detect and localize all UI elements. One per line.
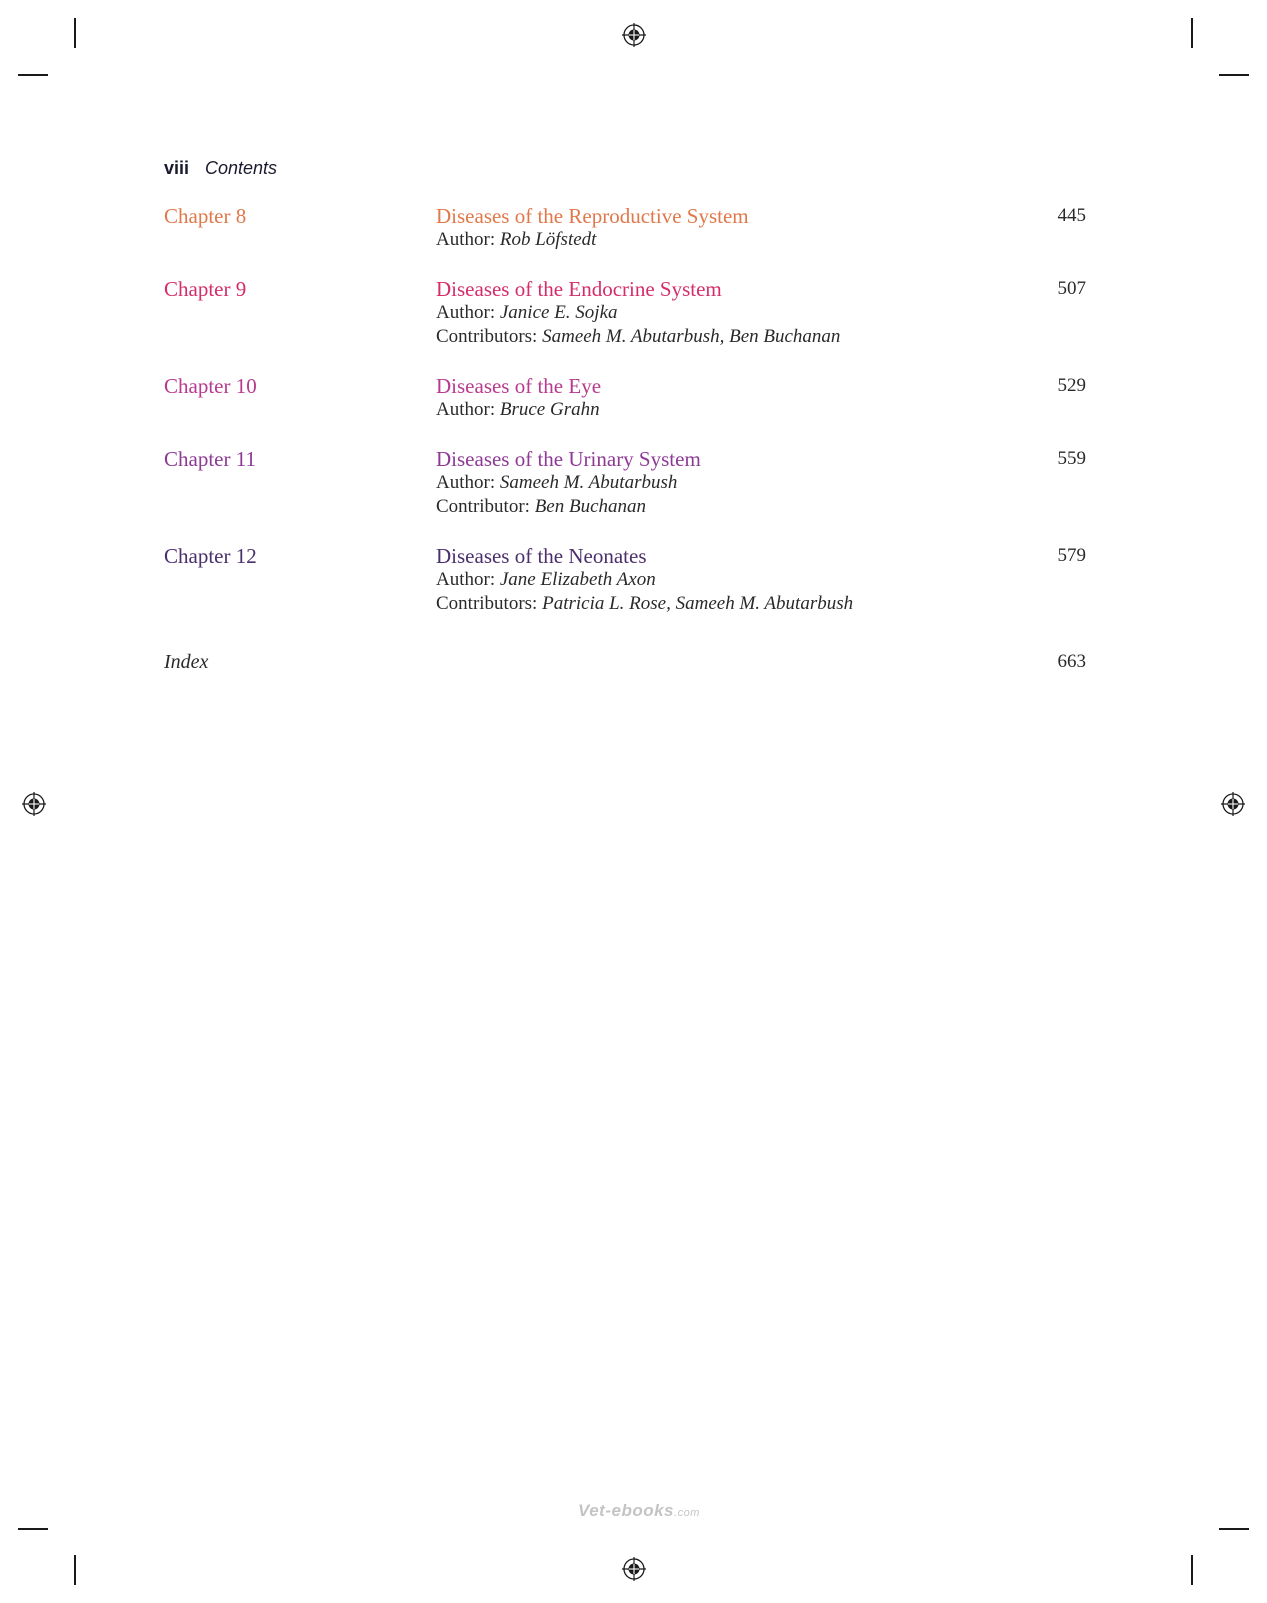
- running-head: [164, 158, 277, 179]
- toc-entry-chapter-10[interactable]: [164, 374, 1086, 422]
- index-label: Index: [164, 651, 209, 673]
- crop-mark: [1219, 74, 1249, 76]
- registration-mark-icon: [622, 1557, 646, 1581]
- page-number: 559: [1057, 448, 1086, 469]
- author-line: [436, 568, 996, 592]
- author-label: Author:: [436, 569, 496, 590]
- watermark-logo: [578, 1501, 700, 1521]
- chapter-label: Chapter 12: [164, 544, 257, 568]
- crop-mark: [1191, 18, 1193, 48]
- chapter-title: Diseases of the Eye: [436, 374, 602, 398]
- chapter-label: Chapter 11: [164, 447, 256, 471]
- author-label: Author:: [436, 472, 496, 493]
- contributors-line: [436, 592, 996, 616]
- contributors-line: [436, 495, 996, 519]
- author-line: [436, 301, 996, 325]
- chapter-title: Diseases of the Endocrine System: [436, 277, 722, 301]
- author-line: [436, 228, 996, 252]
- contributors-label: Contributors:: [436, 326, 538, 347]
- author-name: Sameeh M. Abutarbush: [499, 472, 678, 493]
- watermark-main: Vet-ebooks: [578, 1501, 675, 1520]
- author-name: Jane Elizabeth Axon: [499, 569, 656, 590]
- author-name: Rob Löfstedt: [499, 229, 597, 250]
- author-label: Author:: [436, 302, 496, 323]
- crop-mark: [18, 74, 48, 76]
- toc-entry-chapter-11[interactable]: [164, 447, 1086, 519]
- toc-entry-chapter-8[interactable]: [164, 204, 1086, 252]
- table-of-contents: [164, 204, 1086, 641]
- page-number: 507: [1057, 278, 1086, 299]
- contributors-label: Contributors:: [436, 593, 538, 614]
- author-name: Bruce Grahn: [499, 399, 600, 420]
- watermark-suffix: .com: [674, 1507, 700, 1519]
- contributors-line: [436, 325, 996, 349]
- chapter-label: Chapter 10: [164, 374, 257, 398]
- contributor-names: Patricia L. Rose, Sameeh M. Abutarbush: [542, 593, 854, 614]
- contributors-label: Contributor:: [436, 496, 530, 517]
- toc-entry-index[interactable]: [164, 650, 1086, 674]
- crop-mark: [74, 1555, 76, 1585]
- page-number: 663: [1057, 651, 1086, 672]
- chapter-label: Chapter 8: [164, 204, 247, 228]
- page-number: viii: [164, 158, 190, 178]
- crop-mark: [1219, 1528, 1249, 1530]
- author-name: Janice E. Sojka: [499, 302, 618, 323]
- toc-entry-chapter-9[interactable]: [164, 277, 1086, 349]
- chapter-title: Diseases of the Reproductive System: [436, 204, 749, 228]
- page-number: 445: [1057, 205, 1086, 226]
- toc-entry-chapter-12[interactable]: [164, 544, 1086, 616]
- author-label: Author:: [436, 399, 496, 420]
- chapter-title: Diseases of the Urinary System: [436, 447, 701, 471]
- crop-mark: [1191, 1555, 1193, 1585]
- author-label: Author:: [436, 229, 496, 250]
- registration-mark-icon: [22, 792, 46, 816]
- author-line: [436, 398, 996, 422]
- running-head-title: Contents: [205, 158, 278, 178]
- contributor-names: Ben Buchanan: [534, 496, 647, 517]
- contributor-names: Sameeh M. Abutarbush, Ben Buchanan: [542, 326, 841, 347]
- registration-mark-icon: [1221, 792, 1245, 816]
- crop-mark: [18, 1528, 48, 1530]
- chapter-title: Diseases of the Neonates: [436, 544, 647, 568]
- registration-mark-icon: [622, 23, 646, 47]
- crop-mark: [74, 18, 76, 48]
- chapter-label: Chapter 9: [164, 277, 247, 301]
- author-line: [436, 471, 996, 495]
- page-number: 579: [1057, 545, 1086, 566]
- page-number: 529: [1057, 375, 1086, 396]
